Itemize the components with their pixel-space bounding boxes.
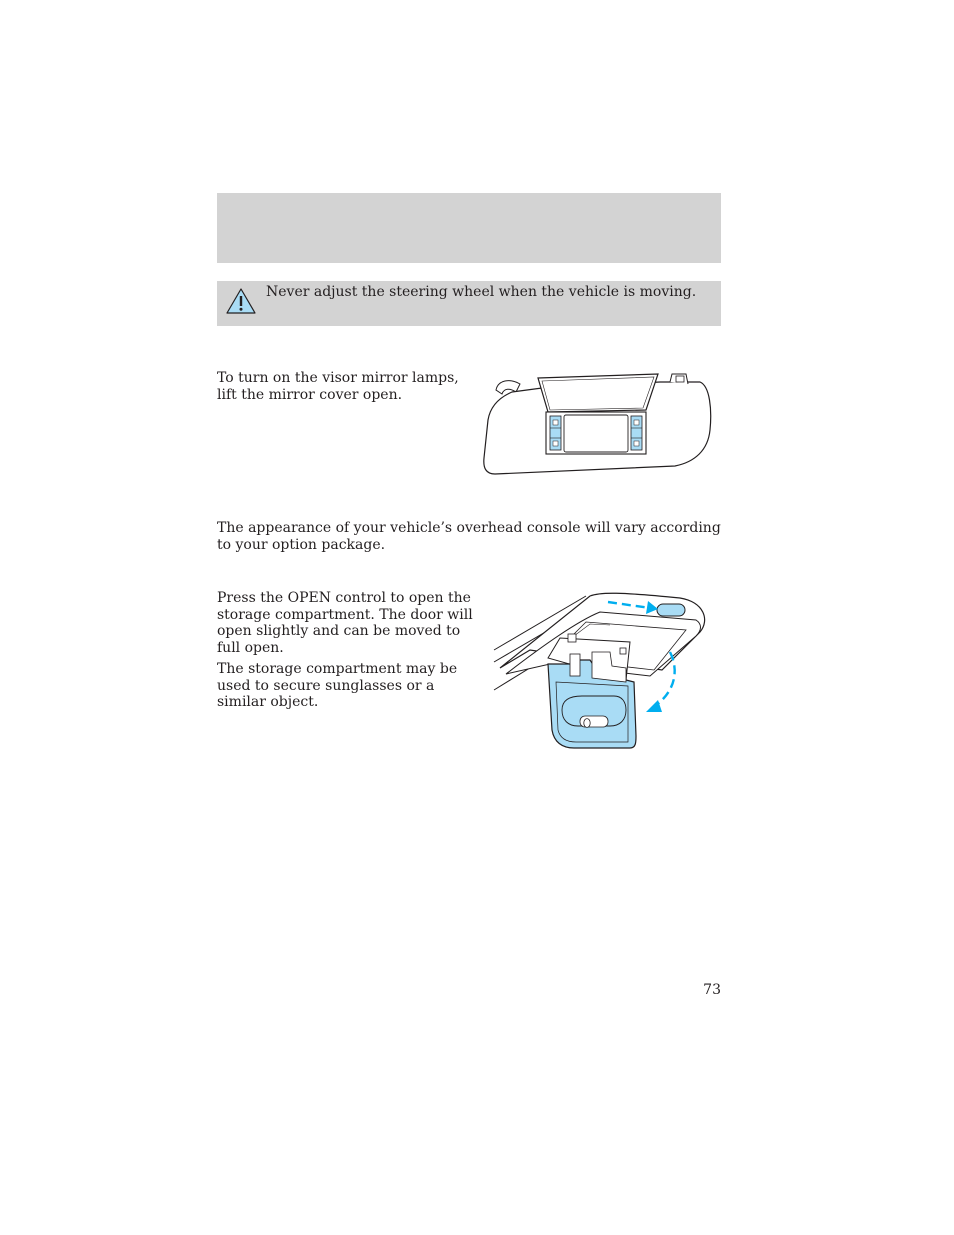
- warning-triangle-icon: [225, 287, 257, 315]
- page-number: 73: [703, 982, 721, 998]
- visor-lamp-instructions: To turn on the visor mirror lamps, lift the mirror cover open.: [217, 370, 459, 403]
- warning-box: [217, 281, 721, 326]
- section-header-band: [217, 193, 721, 263]
- warning-text: Never adjust the steering wheel when the vehicle is moving.: [266, 284, 697, 300]
- open-control-instructions: Press the OPEN control to open the storage compartment. The door will open slightly and can be moved to full open.: [217, 590, 473, 656]
- storage-compartment-note: The storage compartment may be used to secure sunglasses or a similar object.: [217, 661, 458, 710]
- overhead-console-storage-illustration: [490, 590, 710, 752]
- overhead-console-note: The appearance of your vehicle’s overhead console will vary according to your option package.: [217, 520, 721, 553]
- visor-mirror-illustration: [480, 370, 715, 478]
